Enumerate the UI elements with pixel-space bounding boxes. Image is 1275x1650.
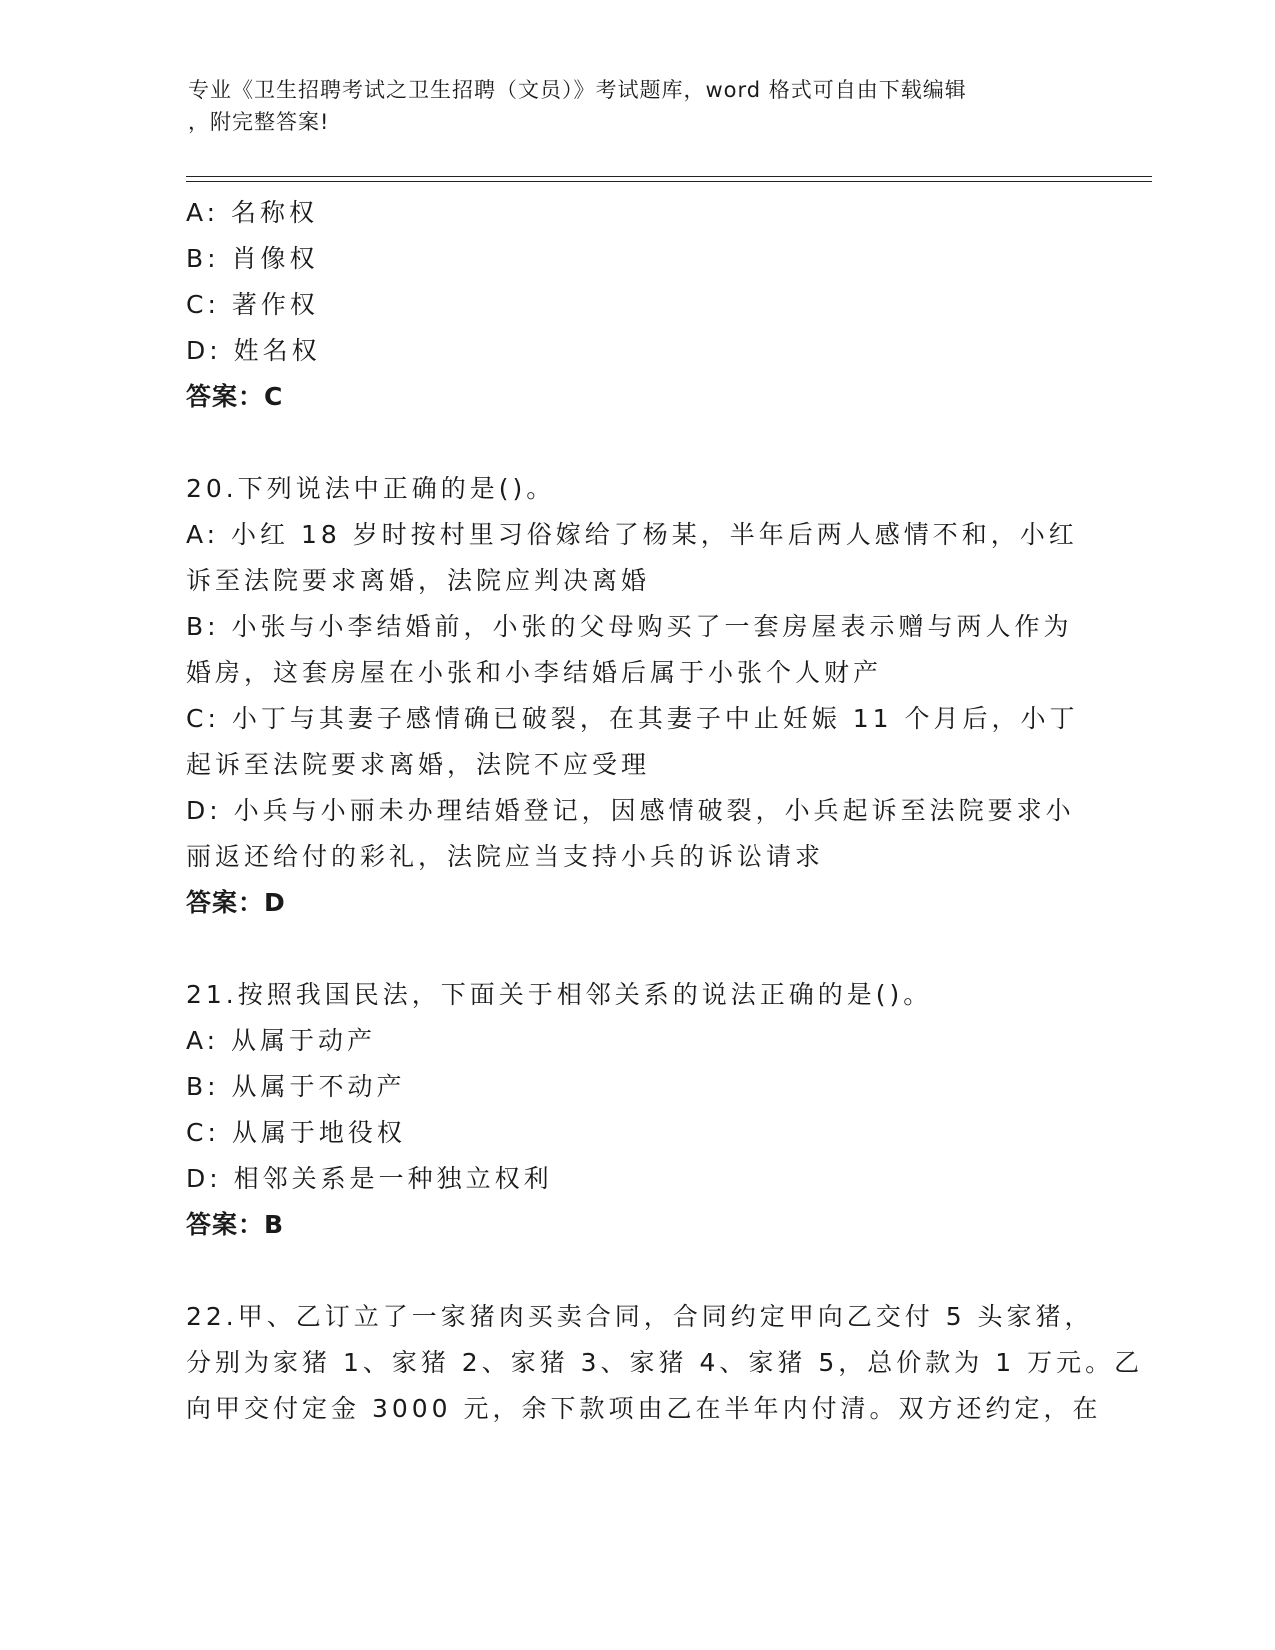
q21-answer: 答案：B — [186, 1210, 285, 1239]
q19-answer: 答案：C — [186, 382, 284, 411]
header-divider-top — [186, 176, 1152, 177]
q21-option-d: D: 相邻关系是一种独立权利 — [186, 1164, 553, 1193]
q22-line: 22.甲、乙订立了一家猪肉买卖合同，合同约定甲向乙交付 5 头家猪， — [186, 1302, 1094, 1331]
q20-line: D: 小兵与小丽未办理结婚登记，因感情破裂，小兵起诉至法院要求小 — [186, 796, 1075, 825]
q20-line: A: 小红 18 岁时按村里习俗嫁给了杨某，半年后两人感情不和，小红 — [186, 520, 1078, 549]
q19-option-c: C: 著作权 — [186, 290, 319, 319]
q19-option-a: A: 名称权 — [186, 198, 319, 227]
question-22-block — [186, 1294, 1144, 1432]
q21-option-b: B: 从属于不动产 — [186, 1072, 406, 1101]
spacer — [186, 420, 1086, 466]
header-divider-bottom — [186, 181, 1152, 182]
question-19-block — [186, 190, 1086, 420]
q19-option-d: D: 姓名权 — [186, 336, 321, 365]
q20-line: 诉至法院要求离婚，法院应判决离婚 — [186, 566, 651, 595]
q20-line: C: 小丁与其妻子感情确已破裂，在其妻子中止妊娠 11 个月后，小丁 — [186, 704, 1079, 733]
header-line-2: ，附完整答案! — [188, 110, 330, 134]
spacer — [186, 1248, 1086, 1294]
q22-line: 向甲交付定金 3000 元，余下款项由乙在半年内付清。双方还约定，在 — [186, 1394, 1102, 1423]
spacer — [186, 926, 1086, 972]
q21-stem: 21.按照我国民法，下面关于相邻关系的说法正确的是()。 — [186, 980, 933, 1009]
question-21-block — [186, 972, 1086, 1248]
q22-line: 分别为家猪 1、家猪 2、家猪 3、家猪 4、家猪 5，总价款为 1 万元。乙 — [186, 1348, 1144, 1377]
q20-line: B: 小张与小李结婚前，小张的父母购买了一套房屋表示赠与两人作为 — [186, 612, 1073, 641]
q20-line: 婚房，这套房屋在小张和小李结婚后属于小张个人财产 — [186, 658, 883, 687]
q20-answer: 答案：D — [186, 888, 286, 917]
q21-option-c: C: 从属于地役权 — [186, 1118, 406, 1147]
q21-option-a: A: 从属于动产 — [186, 1026, 377, 1055]
header-line-1: 专业《卫生招聘考试之卫生招聘（文员）》考试题库，word 格式可自由下载编辑 — [188, 78, 967, 102]
q19-option-b: B: 肖像权 — [186, 244, 319, 273]
question-content — [186, 190, 1144, 1432]
q20-line: 起诉至法院要求离婚，法院不应受理 — [186, 750, 651, 779]
question-20-block — [186, 466, 1086, 926]
q20-stem: 20.下列说法中正确的是()。 — [186, 474, 556, 503]
document-header — [188, 74, 1068, 138]
q20-line: 丽返还给付的彩礼，法院应当支持小兵的诉讼请求 — [186, 842, 825, 871]
